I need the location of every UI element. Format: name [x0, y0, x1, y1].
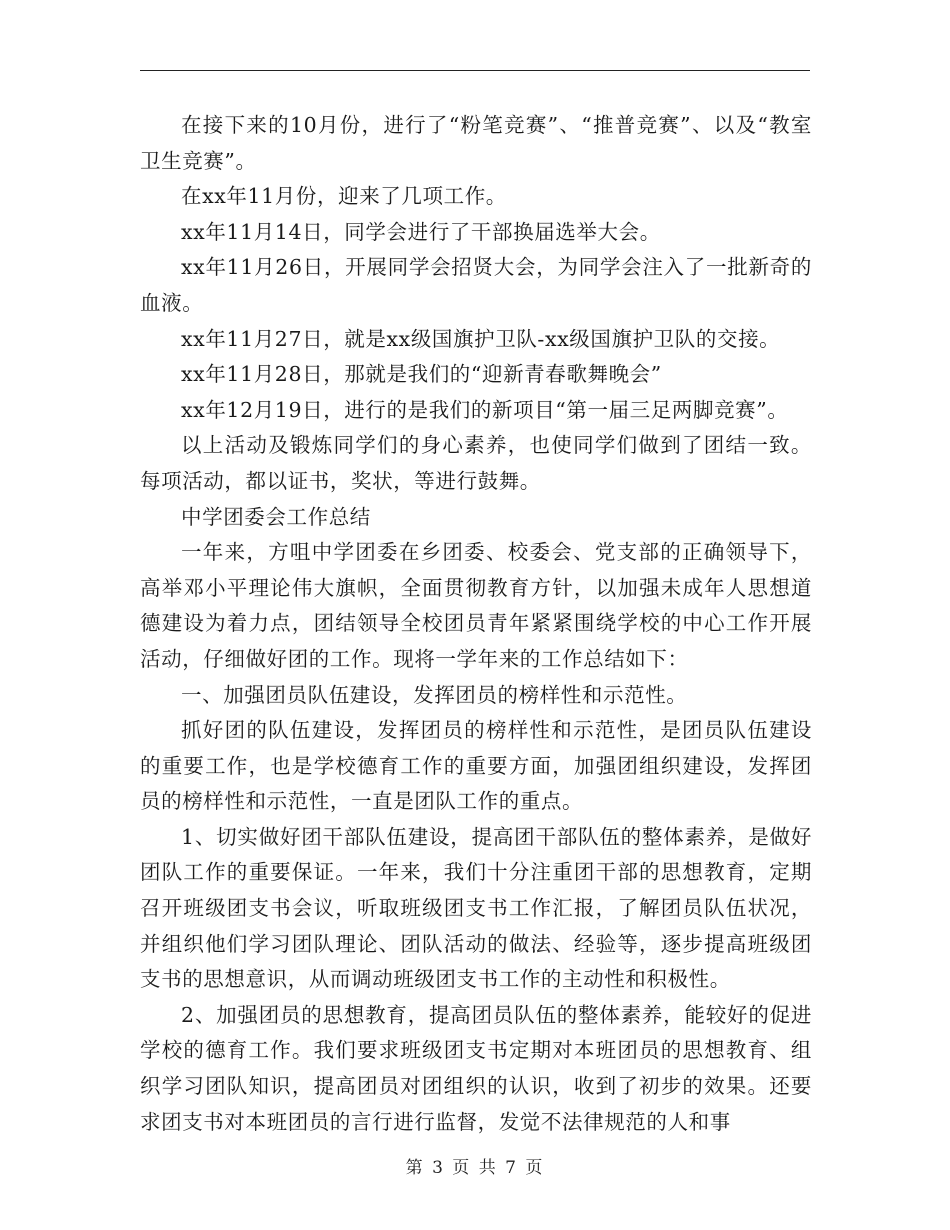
subheading: 一、加强团员队伍建设，发挥团员的榜样性和示范性。: [181, 682, 688, 707]
paragraph: xx年11月27日，就是xx级国旗护卫队-xx级国旗护卫队的交接。: [181, 326, 781, 351]
paragraph: xx年11月28日，那就是我们的“迎新青春歌舞晚会”: [181, 362, 662, 387]
paragraph: 一年来，方咀中学团委在乡团委、校委会、党支部的正确领导下，高举邓小平理论伟大旗帜，全面贯彻教育方针，以加强未成年人思想道德建设为着力点，团结领导全校团员青年紧紧围绕学校的中心工作开展活动，仔细做好团的工作。现将一学年来的工作总结如下：: [140, 540, 812, 671]
paragraph: 抓好团的队伍建设，发挥团员的榜样性和示范性，是团员队伍建设的重要工作，也是学校德育工作的重要方面，加强团组织建设，发挥团员的榜样性和示范性，一直是团队工作的重点。: [140, 718, 812, 814]
paragraph: xx年11月14日，同学会进行了干部换届选举大会。: [181, 219, 661, 244]
paragraph: xx年11月26日，开展同学会招贤大会，为同学会注入了一批新奇的血液。: [140, 255, 812, 315]
paragraph: 以上活动及锻炼同学们的身心素养，也使同学们做到了团结一致。每项活动，都以证书，奖状，等进行鼓舞。: [140, 433, 812, 493]
paragraph: 2、加强团员的思想教育，提高团员队伍的整体素养，能较好的促进学校的德育工作。我们要求班级团支书定期对本班团员的思想教育、组织学习团队知识，提高团员对团组织的认识，收到了初步的效果。还要求团支书对本班团员的言行进行监督，发觉不法律规范的人和事: [140, 1002, 812, 1134]
paragraph: 在xx年11月份，迎来了几项工作。: [181, 184, 507, 209]
section-title: 中学团委会工作总结: [181, 504, 371, 529]
paragraph: xx年12月19日，进行的是我们的新项目“第一届三足两脚竞赛”。: [181, 397, 789, 422]
paragraph: 1、切实做好团干部队伍建设，提高团干部队伍的整体素养，是做好团队工作的重要保证。一年来，我们十分注重团干部的思想教育，定期召开班级团支书会议，听取班级团支书工作汇报，了解团员队伍状况，并组织他们学习团队理论、团队活动的做法、经验等，逐步提高班级团支书的思想意识，从而调动班级团支书工作的主动性和积极性。: [140, 824, 812, 992]
page-footer: 第 3 页 共 7 页: [405, 1158, 545, 1178]
document-body: [140, 108, 812, 1140]
header-rule: [140, 70, 810, 71]
paragraph: 在接下来的10月份，进行了“粉笔竞赛”、“推普竞赛”、以及“教室卫生竞赛”。: [140, 113, 812, 173]
